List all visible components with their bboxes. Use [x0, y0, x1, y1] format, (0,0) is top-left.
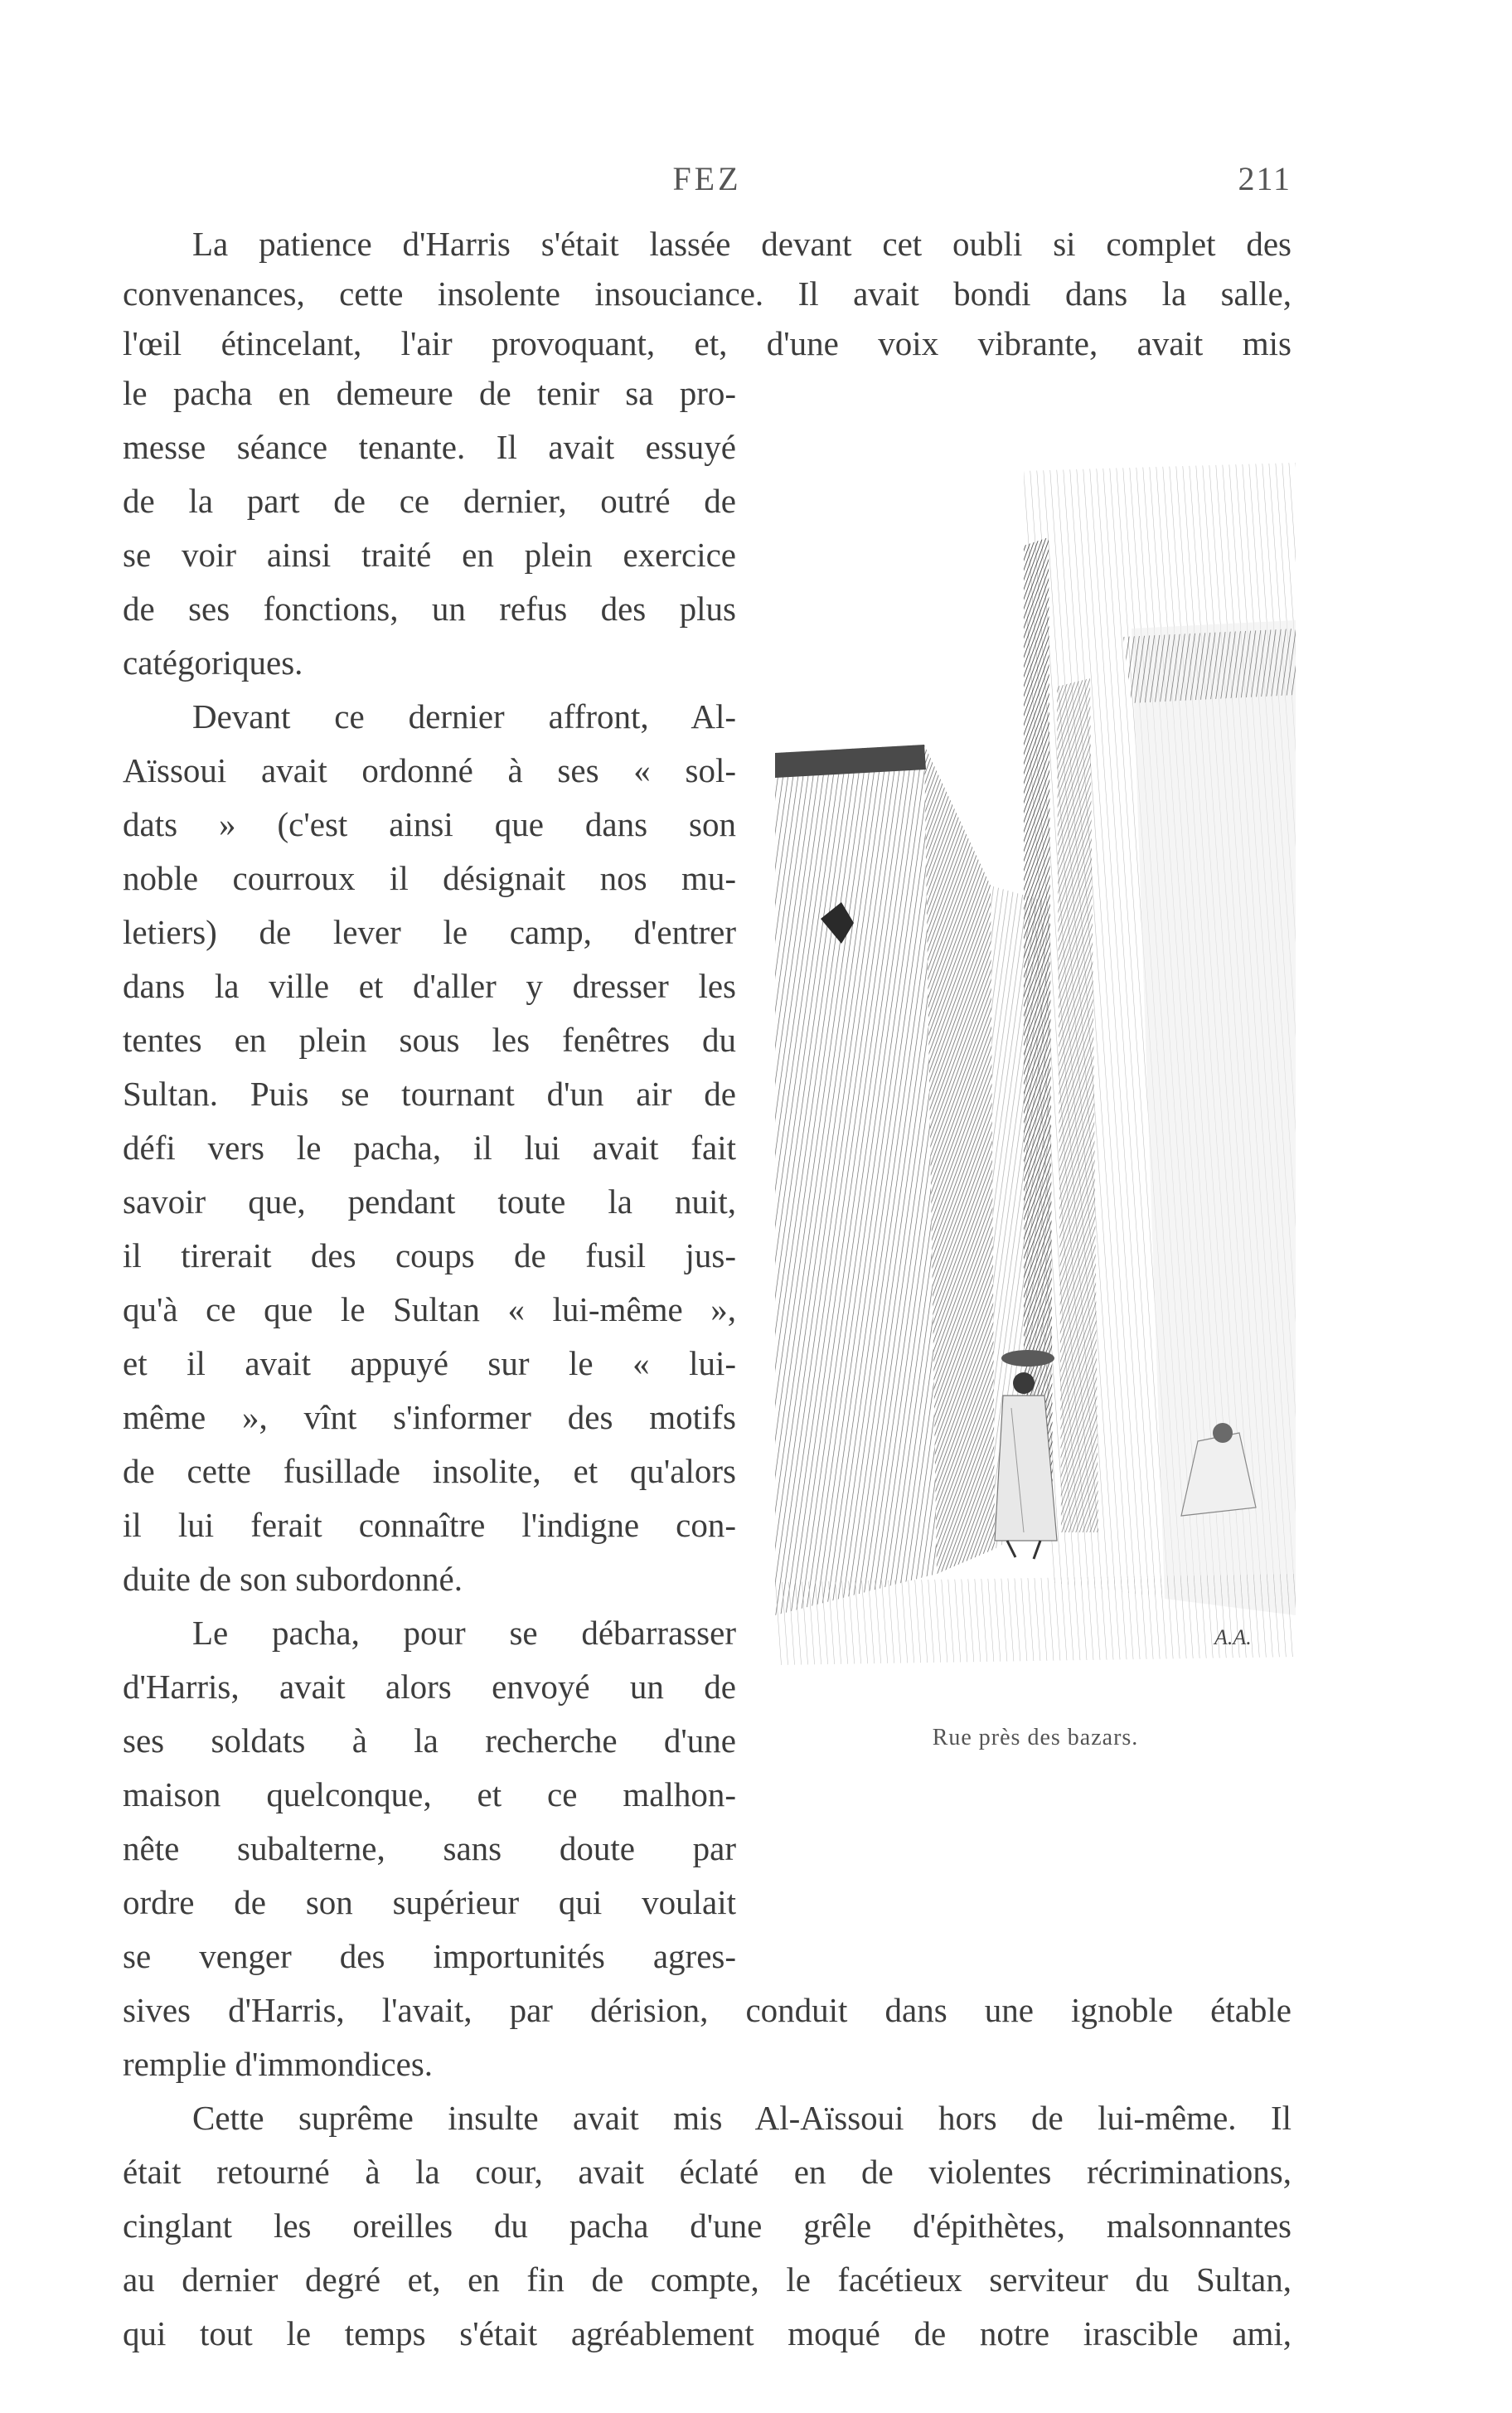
text-line: catégoriques.: [123, 643, 303, 682]
figure-head: [1013, 1372, 1035, 1394]
head-basket: [1001, 1350, 1054, 1367]
text-line: letiers) de lever le camp, d'entrer: [123, 913, 736, 951]
text-line: messe séance tenante. Il avait essuyé: [123, 428, 736, 466]
text-line: se voir ainsi traité en plein exercice: [123, 536, 736, 574]
text-line: était retourné à la cour, avait éclaté en de violentes récriminations,: [123, 2153, 1292, 2191]
seated-head: [1213, 1423, 1233, 1443]
text-line: de cette fusillade insolite, et qu'alors: [123, 1452, 736, 1490]
running-title: FEZ: [672, 160, 742, 197]
text-line: Sultan. Puis se tournant d'un air de: [123, 1075, 736, 1113]
text-line: il tirerait des coups de fusil jus-: [123, 1236, 736, 1274]
text-line: il lui ferait connaître l'indigne con-: [123, 1506, 736, 1544]
text-line: tentes en plein sous les fenêtres du: [123, 1021, 736, 1059]
text-line: et il avait appuyé sur le « lui-: [123, 1344, 736, 1382]
text-line: convenances, cette insolente insouciance. Il avait bondi dans la salle,: [123, 274, 1292, 313]
text-line: Le pacha, pour se débarrasser: [192, 1614, 736, 1652]
text-line: dats » (c'est ainsi que dans son: [123, 805, 736, 843]
artist-signature: A.A.: [1214, 1625, 1252, 1649]
text-line: au dernier degré et, en fin de compte, le facétieux serviteur du Sultan,: [123, 2260, 1292, 2299]
page-number: 211: [1238, 160, 1292, 197]
figure-caption: Rue près des bazars.: [932, 1725, 1139, 1750]
page-header: [123, 159, 1292, 201]
text-line: maison quelconque, et ce malhon-: [123, 1775, 736, 1813]
text-line: de la part de ce dernier, outré de: [123, 482, 736, 520]
text-line: défi vers le pacha, il lui avait fait: [123, 1129, 736, 1167]
text-line: Aïssoui avait ordonné à ses « sol-: [123, 751, 736, 789]
street-illustration: [775, 438, 1296, 1707]
text-line: La patience d'Harris s'était lassée devant cet oubli si complet des: [192, 225, 1292, 263]
text-line: dans la ville et d'aller y dresser les: [123, 967, 736, 1005]
ground: [775, 1574, 1296, 1665]
text-line: ordre de son supérieur qui voulait: [123, 1883, 736, 1921]
text-line: qui tout le temps s'était agréablement moqué de notre irascible ami,: [123, 2314, 1292, 2352]
text-line: le pacha en demeure de tenir sa pro-: [123, 374, 736, 412]
text-line: d'Harris, avait alors envoyé un de: [123, 1668, 736, 1706]
text-line: se venger des importunités agres-: [123, 1937, 736, 1975]
text-line: cinglant les oreilles du pacha d'une grêle d'épithètes, malsonnantes: [123, 2207, 1292, 2245]
text-line: remplie d'immondices.: [123, 2045, 434, 2083]
text-line: duite de son subordonné.: [123, 1560, 463, 1598]
text-line: Devant ce dernier affront, Al-: [192, 697, 736, 736]
text-line: sives d'Harris, l'avait, par dérision, conduit dans une ignoble étable: [123, 1991, 1292, 2029]
text-line: nête subalterne, sans doute par: [123, 1829, 736, 1867]
text-line: qu'à ce que le Sultan « lui-même »,: [123, 1290, 736, 1328]
right-roof: [1123, 629, 1296, 703]
left-wall: [775, 745, 937, 1615]
text-line: de ses fonctions, un refus des plus: [123, 590, 736, 628]
text-line: Cette suprême insulte avait mis Al-Aïssoui hors de lui-même. Il: [192, 2099, 1292, 2137]
text-line: savoir que, pendant toute la nuit,: [123, 1182, 736, 1221]
text-line: noble courroux il désignait nos mu-: [123, 859, 736, 897]
text-line: l'œil étincelant, l'air provoquant, et, d'une voix vibrante, avait mis: [123, 324, 1292, 362]
text-line: ses soldats à la recherche d'une: [123, 1721, 736, 1760]
street-engraving: [775, 438, 1296, 1707]
text-line: même », vînt s'informer des motifs: [123, 1398, 736, 1436]
